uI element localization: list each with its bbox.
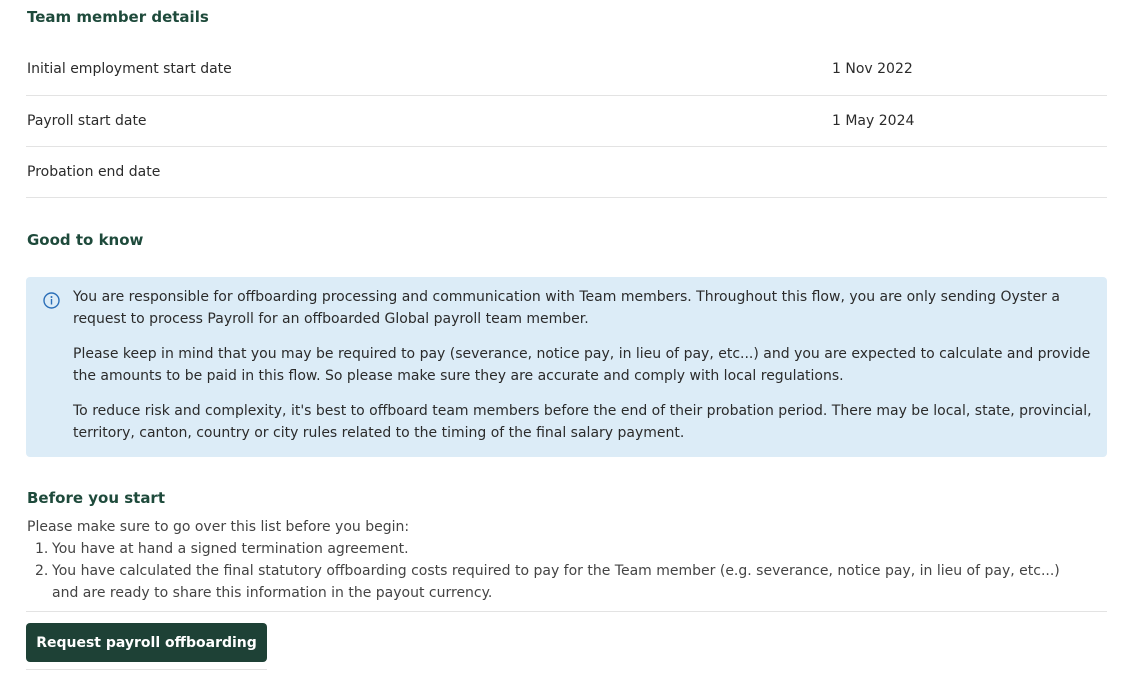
detail-label: Payroll start date [27,113,147,129]
detail-row-probation-end-date [26,147,1107,198]
before-you-start-intro: Please make sure to go over this list before you begin: [27,519,410,535]
checklist-item-number: 1. [35,541,49,557]
detail-label: Probation end date [27,164,161,180]
divider [26,669,267,670]
checklist [27,539,1087,605]
checklist-item-text: You have at hand a signed termination agreement. [52,541,409,557]
info-paragraph: You are responsible for offboarding processing and communication with Team members. Throughout this flow, you are only sending Oyster a request to process Payroll for an offboarded Global payroll team member. [73,289,1060,327]
checklist-item [27,539,1087,561]
info-text [73,287,1093,458]
info-paragraph: To reduce risk and complexity, it's best to offboard team members before the end of their probation period. There may be local, state, provincial, territory, canton, country or city rules related to the timing of the final salary payment. [73,403,1092,441]
checklist-item [27,561,1087,604]
checklist-item-text: You have calculated the final statutory offboarding costs required to pay for the Team member (e.g. severance, notice pay, in lieu of pay, etc...) and are ready to share this information in the payout currency. [52,563,1060,601]
before-you-start-heading: Before you start [27,489,166,507]
good-to-know-heading: Good to know [27,231,144,249]
request-payroll-offboarding-button[interactable]: Request payroll offboarding [26,623,267,662]
info-icon [43,292,60,309]
details-table [26,43,1107,198]
divider [26,611,1107,612]
info-callout [26,277,1107,457]
detail-value: 1 Nov 2022 [832,61,913,77]
team-member-details-heading: Team member details [27,8,209,26]
detail-value: 1 May 2024 [832,113,915,129]
checklist-item-number: 2. [35,563,49,579]
detail-row-initial-employment-start-date [26,43,1107,96]
detail-row-payroll-start-date [26,96,1107,147]
detail-label: Initial employment start date [27,61,232,77]
info-paragraph: Please keep in mind that you may be required to pay (severance, notice pay, in lieu of pay, etc...) and you are expected to calculate and provide the amounts to be paid in this flow. So please make sure they are accurate and comply with local regulations. [73,346,1091,384]
